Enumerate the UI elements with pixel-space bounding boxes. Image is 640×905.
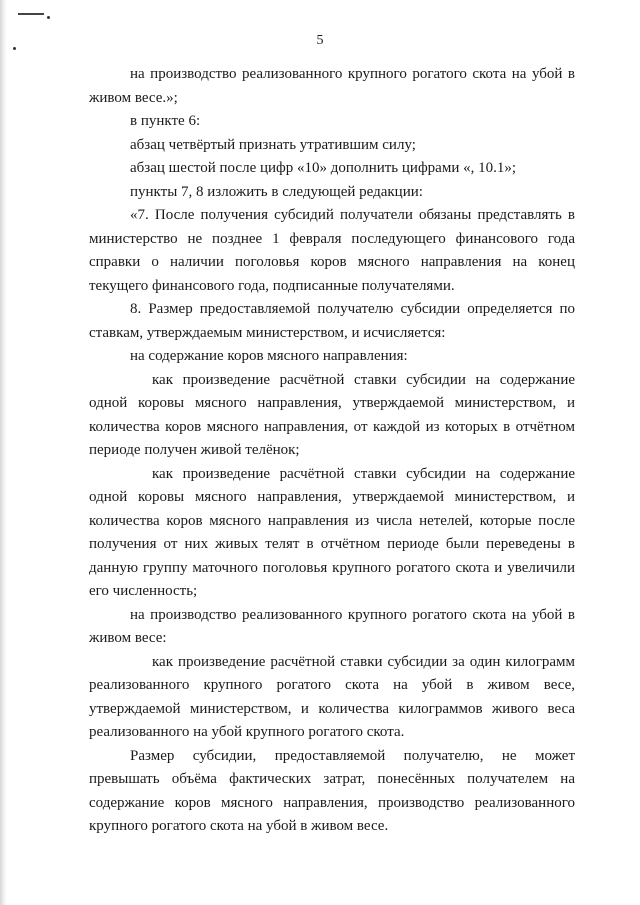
scan-dot	[47, 16, 50, 19]
paragraph: как произведение расчётной ставки субсидии за один килограмм реализованного крупного рогатого скота на убой в живом весе, утверждаемой министерством, и количества килограммов живого веса реализованного на убой крупного рогатого скота.	[89, 653, 575, 740]
paragraph: на содержание коров мясного направления:	[130, 348, 408, 364]
paragraph: абзац четвёртый признать утратившим силу;	[130, 136, 416, 153]
paragraph: на производство реализованного крупного рогатого скота на убой в живом весе:	[89, 606, 575, 646]
document-body	[89, 63, 575, 839]
paragraph: 8. Размер предоставляемой получателю субсидии определяется по ставкам, утверждаемым министерством, и исчисляется:	[89, 301, 575, 341]
paragraph: как произведение расчётной ставки субсидии на содержание одной коровы мясного направления, утверждаемой министерством, и количества коров мясного направления, от каждой из которых в отчётном периоде получен живой телёнок;	[89, 371, 575, 458]
scan-mark	[18, 13, 44, 15]
paragraph: «7. После получения субсидий получатели обязаны представлять в министерство не позднее 1 февраля последующего финансового года справки о наличии поголовья коров мясного направления на конец текущего финансового года, подписанные получателями.	[89, 207, 575, 294]
scan-left-edge	[0, 0, 7, 905]
paragraph: на производство реализованного крупного рогатого скота на убой в живом весе.»;	[89, 66, 575, 106]
paragraph: пункты 7, 8 изложить в следующей редакции:	[130, 183, 423, 200]
paragraph: в пункте 6:	[130, 113, 201, 129]
paragraph: абзац шестой после цифр «10» дополнить цифрами «, 10.1»;	[130, 160, 517, 176]
paragraph: как произведение расчётной ставки субсидии на содержание одной коровы мясного направления, утверждаемой министерством, и количества коров мясного направления из числа нетелей, которые после получения от них живых телят в отчётном периоде были переведены в данную группу маточного поголовья крупного рогатого скота и увеличили его численность;	[89, 465, 575, 599]
paragraph: Размер субсидии, предоставляемой получателю, не может превышать объёма фактических затрат, понесённых получателем на содержание коров мясного направления, производство реализованного крупного рогатого скота на убой в живом весе.	[89, 747, 575, 834]
page-number: 5	[316, 33, 324, 48]
